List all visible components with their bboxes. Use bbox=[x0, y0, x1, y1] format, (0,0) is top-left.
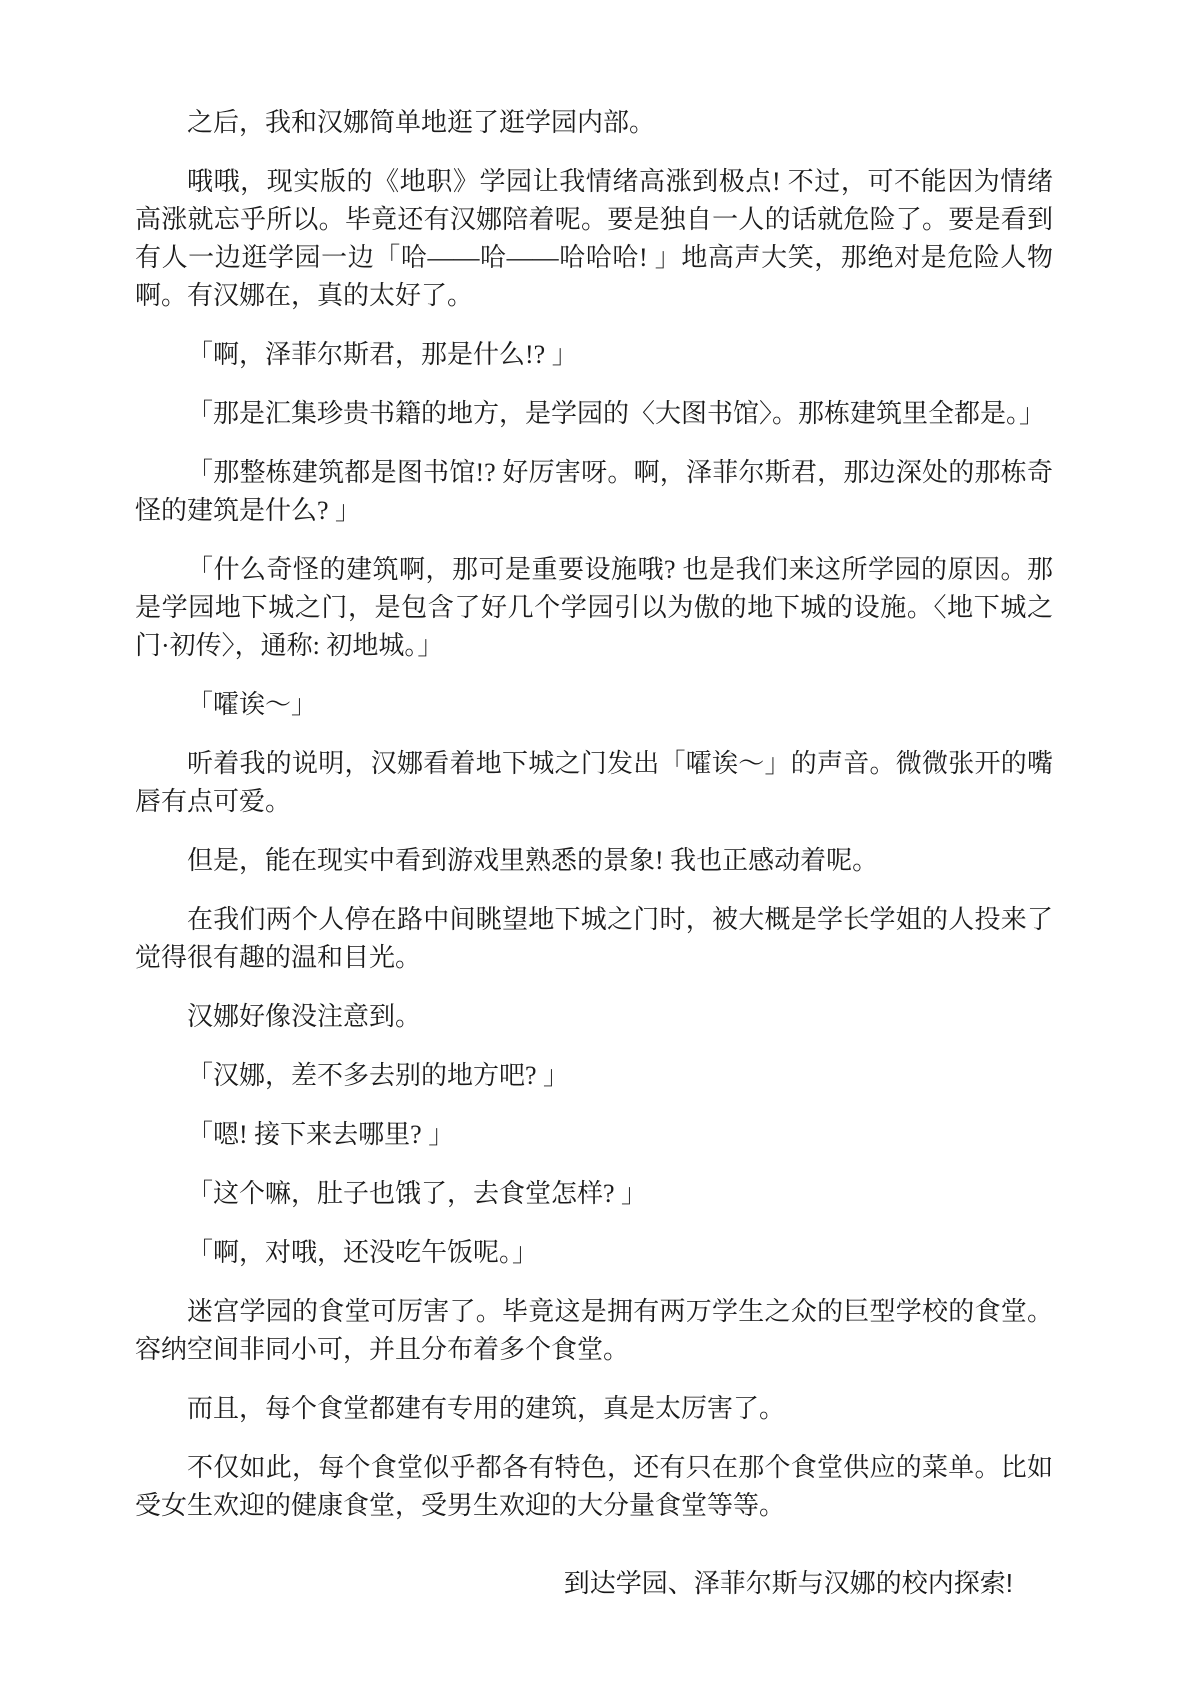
paragraph: 「啊，泽菲尔斯君，那是什么!? 」 bbox=[187, 340, 578, 369]
paragraph: 哦哦，现实版的《地职》学园让我情绪高涨到极点! 不过，可不能因为情绪高涨就忘乎所以。毕竟还有汉娜陪着呢。要是独自一人的话就危险了。要是看到有人一边逛学园一边「哈——哈——哈哈哈! 」地高声大笑，那绝对是危险人物啊。有汉娜在，真的太好了。 bbox=[135, 167, 1053, 310]
paragraph: 听着我的说明，汉娜看着地下城之门发出「嚯诶～」的声音。微微张开的嘴唇有点可爱。 bbox=[135, 749, 1053, 816]
paragraph: 在我们两个人停在路中间眺望地下城之门时，被大概是学长学姐的人投来了觉得很有趣的温和目光。 bbox=[135, 905, 1053, 972]
paragraph: 「啊，对哦，还没吃午饭呢。」 bbox=[187, 1238, 539, 1267]
paragraph: 「那是汇集珍贵书籍的地方，是学园的〈大图书馆〉。那栋建筑里全都是。」 bbox=[187, 399, 1046, 428]
paragraph: 迷宫学园的食堂可厉害了。毕竟这是拥有两万学生之众的巨型学校的食堂。容纳空间非同小可，并且分布着多个食堂。 bbox=[135, 1297, 1053, 1364]
paragraph: 汉娜好像没注意到。 bbox=[187, 1002, 422, 1031]
paragraph: 而且，每个食堂都建有专用的建筑，真是太厉害了。 bbox=[187, 1394, 786, 1423]
footer-caption: 到达学园、泽菲尔斯与汉娜的校内探索! bbox=[563, 1568, 1013, 1598]
paragraph: 「那整栋建筑都是图书馆!? 好厉害呀。啊，泽菲尔斯君，那边深处的那栋奇怪的建筑是什么? 」 bbox=[135, 458, 1053, 525]
paragraph: 「嚯诶～」 bbox=[187, 690, 318, 719]
paragraph: 「什么奇怪的建筑啊，那可是重要设施哦? 也是我们来这所学园的原因。那是学园地下城之门，是包含了好几个学园引以为傲的地下城的设施。〈地下城之门·初传〉，通称: 初地城。」 bbox=[135, 555, 1053, 660]
paragraph: 「这个嘛，肚子也饿了，去食堂怎样? 」 bbox=[187, 1179, 648, 1208]
paragraph: 之后，我和汉娜简单地逛了逛学园内部。 bbox=[187, 108, 656, 137]
paragraph: 「嗯! 接下来去哪里? 」 bbox=[187, 1120, 455, 1149]
body-text bbox=[135, 104, 1053, 1546]
paragraph: 但是，能在现实中看到游戏里熟悉的景象! 我也正感动着呢。 bbox=[187, 846, 879, 875]
paragraph: 「汉娜，差不多去别的地方吧? 」 bbox=[187, 1061, 570, 1090]
paragraph: 不仅如此，每个食堂似乎都各有特色，还有只在那个食堂供应的菜单。比如受女生欢迎的健康食堂，受男生欢迎的大分量食堂等等。 bbox=[135, 1453, 1053, 1520]
